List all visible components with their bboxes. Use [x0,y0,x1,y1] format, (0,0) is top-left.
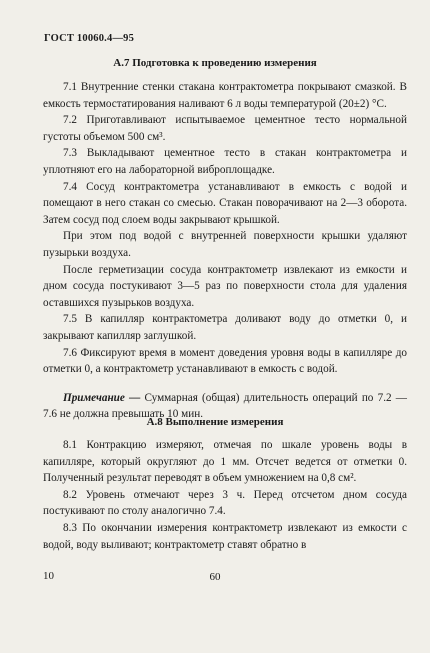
page-number: 60 [209,571,221,583]
paragraph-7-3: 7.3 Выкладывают цементное тесто в стакан контрактометра и уплотняют его на лабораторной виброплощадке. [43,147,407,176]
note-text: Суммарная (общая) длительность операций по 7.2 — 7.6 не должна превышать 10 мин. [43,391,407,421]
paragraph-8-3: 8.3 По окончании измерения контрактометр извлекают из емкости с водой, воду выливают; контрактометр ставят обратно в [43,521,407,551]
note-label: Примечание — [63,391,141,404]
paragraph-7-2: 7.2 Приготавливают испытываемое цементное тесто нормальной густоты объемом 500 см³. [43,114,407,143]
paragraph-7-1: 7.1 Внутренние стенки стакана контрактометра покрывают смазкой. В емкость термостатирования наливают 6 л воды температурой (20±2) °С. [43,81,407,110]
paragraph-7-6: 7.6 Фиксируют время в момент доведения уровня воды в капилляре до отметки 0, а контрактометр устанавливают в емкость с водой. [43,346,407,376]
paragraph-sealing: После герметизации сосуда контрактометр извлекают из емкости и дном сосуда постукивают 3—5 раз по поверхности стола для удаления оставшихся пузырьков воздуха. [43,263,407,309]
paragraph-7-4: 7.4 Сосуд контрактометра устанавливают в емкость с водой и помещают в него стакан со смесью. Стакан поворачивают на 2—3 оборота. Затем сосуд под слоем воды закрывают крышкой. [43,180,407,226]
paragraph-7-5: 7.5 В капилляр контрактометра доливают воду до отметки 0, и закрывают капилляр заглушкой. [43,313,407,342]
paragraph-8-2: 8.2 Уровень отмечают через 3 ч. Перед отсчетом дном сосуда постукивают по столу аналогично 7.4. [43,488,407,518]
paragraph-7-4-continued: При этом под водой с внутренней поверхности крышки удаляют пузырьки воздуха. [43,230,407,259]
section-a8-title: А.8 Выполнение измерения [146,416,284,428]
paragraph-8-1: 8.1 Контракцию измеряют, отмечая по шкале уровень воды в капилляре, который округляют до 1 мм. Отсчет ведется от отметки 0. Полученный результат переводят в объем умножением на 0,8 см². [43,439,407,485]
section-a7-title: А.7 Подготовка к проведению измерения [113,57,317,69]
section-a8-body [43,437,407,553]
document-code: ГОСТ 10060.4—95 [44,33,135,44]
section-a7-body [43,79,407,423]
footer-left-number: 10 [43,570,54,582]
